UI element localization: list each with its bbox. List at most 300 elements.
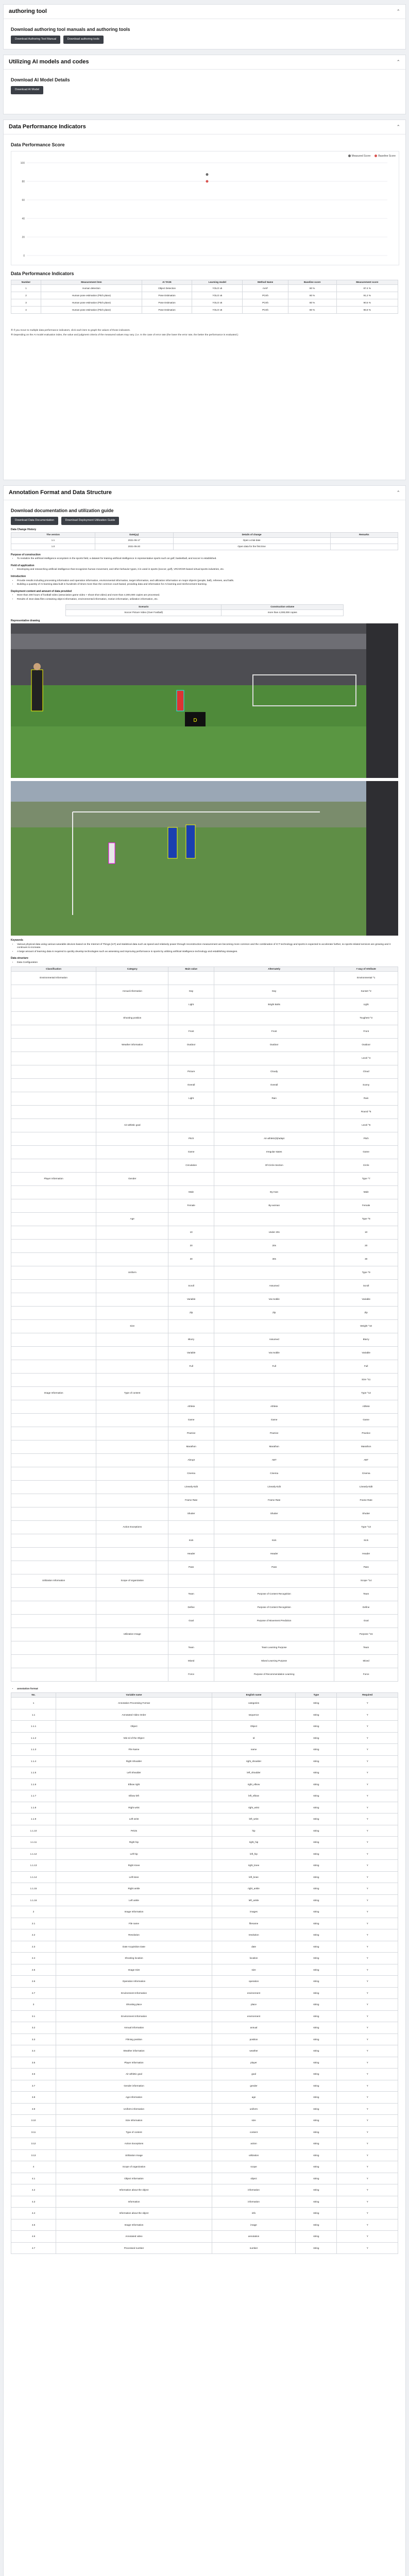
table-cell: PCKh bbox=[243, 292, 288, 299]
table-cell: 20s bbox=[214, 1239, 334, 1252]
table-cell: Y bbox=[337, 2196, 398, 2208]
table-cell: Variable bbox=[168, 1346, 214, 1360]
table-row bbox=[11, 2219, 398, 2231]
table-cell: Player Information bbox=[56, 2057, 212, 2069]
table-cell: string bbox=[296, 2231, 337, 2243]
table-cell: Y bbox=[337, 2103, 398, 2115]
table-cell: Uniform information bbox=[56, 2103, 212, 2115]
table-cell bbox=[11, 1226, 96, 1239]
table-cell bbox=[11, 1199, 96, 1212]
table-cell: Y bbox=[337, 1999, 398, 2011]
table-cell: Cinema bbox=[168, 1467, 214, 1480]
table-cell: scope bbox=[212, 2161, 295, 2173]
table-cell: 80 % bbox=[288, 285, 336, 292]
table-cell: string bbox=[296, 2080, 337, 2092]
table-cell: string bbox=[296, 1883, 337, 1895]
table-row bbox=[11, 1507, 398, 1520]
table-row bbox=[11, 1333, 398, 1346]
table-cell: Marathon bbox=[334, 1440, 398, 1453]
authoring-tool-header[interactable] bbox=[4, 5, 405, 19]
table-cell: Pose Estimation bbox=[142, 299, 192, 307]
table-cell: Abrupt bbox=[168, 1453, 214, 1467]
table-cell: Y bbox=[337, 1721, 398, 1733]
table-cell: information bbox=[212, 2196, 295, 2208]
table-cell bbox=[330, 537, 398, 544]
purpose-label: Purpose of construction bbox=[11, 553, 41, 556]
table-cell: 4.6 bbox=[11, 2231, 56, 2243]
table-cell: File name bbox=[56, 1918, 212, 1929]
table-cell: Day bbox=[214, 985, 334, 998]
table-cell: Shooting position bbox=[96, 1011, 168, 1025]
chevron-up-icon[interactable]: ⌃ bbox=[396, 59, 400, 65]
table-cell: Y bbox=[337, 2092, 398, 2104]
table-cell: Y bbox=[337, 1953, 398, 1964]
table-cell: 87.4 % bbox=[336, 285, 398, 292]
section-title: Annotation Format and Data Structure bbox=[9, 489, 112, 496]
table-cell: Day bbox=[168, 985, 214, 998]
table-row bbox=[11, 1953, 398, 1964]
table-cell: Weather information bbox=[56, 2045, 212, 2057]
table-cell: Weight ^10 bbox=[334, 1319, 398, 1333]
format-label: • annotation format bbox=[17, 1688, 398, 1691]
table-cell: 3.6 bbox=[11, 2069, 56, 2080]
table-row bbox=[11, 2173, 398, 2184]
chart-title: Data Performance Score bbox=[11, 142, 65, 147]
table-cell: Level ^4 bbox=[334, 1052, 398, 1065]
table-cell bbox=[214, 1118, 334, 1132]
performance-section bbox=[3, 120, 406, 480]
download-ai-model-button[interactable]: Download AI Model bbox=[11, 86, 43, 94]
table-row bbox=[11, 1767, 398, 1779]
table-cell: 3.4 bbox=[11, 2045, 56, 2057]
table-cell: Soccer Picture Video (Over Football) bbox=[66, 609, 221, 616]
table-cell bbox=[11, 1494, 96, 1507]
table-cell bbox=[96, 1145, 168, 1159]
table-cell bbox=[168, 1105, 214, 1118]
download-manual-button[interactable]: Download Authoring Tool Manual bbox=[11, 36, 60, 43]
table-cell: Kick bbox=[214, 1534, 334, 1547]
table-cell: 20 bbox=[334, 1239, 398, 1252]
table-cell: Picture bbox=[168, 1065, 214, 1078]
table-cell: 3.12 bbox=[11, 2138, 56, 2150]
table-cell: Frame Rate bbox=[334, 1494, 398, 1507]
table-row bbox=[11, 1480, 398, 1494]
table-cell: string bbox=[296, 1929, 337, 1941]
table-cell: Image Size bbox=[56, 1964, 212, 1976]
table-cell bbox=[11, 1360, 96, 1373]
table-row bbox=[11, 1837, 398, 1849]
table-cell bbox=[96, 1293, 168, 1306]
table-cell: Y bbox=[337, 2010, 398, 2022]
representative-image-1 bbox=[11, 623, 398, 778]
table-cell: Team bbox=[168, 1587, 214, 1601]
table-cell: Marathon bbox=[168, 1440, 214, 1453]
legend-measured[interactable] bbox=[348, 155, 371, 158]
table-cell: Type ^7 bbox=[334, 1172, 398, 1185]
table-cell: Object bbox=[56, 1721, 212, 1733]
table-cell: Y bbox=[337, 2242, 398, 2254]
table-cell: Type ^9 bbox=[334, 1266, 398, 1279]
table-cell bbox=[11, 1065, 96, 1078]
table-cell: number bbox=[212, 2242, 295, 2254]
table-cell: Size ^11 bbox=[334, 1373, 398, 1386]
table-cell: Scroll bbox=[334, 1279, 398, 1293]
table-cell bbox=[11, 1185, 96, 1199]
table-cell bbox=[11, 1427, 96, 1440]
table-cell: Y bbox=[337, 2173, 398, 2184]
table-cell: Force bbox=[168, 1668, 214, 1681]
table-cell: player bbox=[212, 2057, 295, 2069]
table-cell bbox=[330, 544, 398, 550]
table-cell: Define bbox=[168, 1601, 214, 1614]
table-cell: info bbox=[212, 2208, 295, 2219]
table-row bbox=[11, 1520, 398, 1534]
table-cell: place bbox=[212, 1999, 295, 2011]
table-cell: Y bbox=[337, 2045, 398, 2057]
table-cell: right_elbow bbox=[212, 1778, 295, 1790]
table-cell bbox=[96, 1092, 168, 1105]
table-cell bbox=[11, 998, 96, 1011]
table-cell: 30 bbox=[334, 1252, 398, 1266]
table-cell: 80 % bbox=[288, 292, 336, 299]
table-row bbox=[11, 1698, 398, 1709]
table-cell: Rain bbox=[214, 1092, 334, 1105]
table-cell: Left hip bbox=[56, 1848, 212, 1860]
table-cell: Y bbox=[337, 1941, 398, 1953]
table-row bbox=[11, 985, 398, 998]
table-cell bbox=[214, 1212, 334, 1226]
table-cell: goal bbox=[212, 2069, 295, 2080]
table-cell: Zip bbox=[334, 1306, 398, 1319]
table-cell: 3.7 bbox=[11, 2080, 56, 2092]
table-cell: Pitch bbox=[168, 1132, 214, 1145]
table-cell: 3 bbox=[11, 1999, 56, 2011]
table-cell bbox=[96, 1306, 168, 1319]
table-cell: Gender bbox=[96, 1172, 168, 1185]
table-cell: 1.1 bbox=[11, 537, 95, 544]
table-cell: information bbox=[212, 2184, 295, 2196]
table-cell bbox=[168, 1052, 214, 1065]
intro-label: Introduction bbox=[11, 574, 26, 578]
table-cell: 1.1 bbox=[11, 1709, 56, 1721]
table-cell bbox=[11, 1654, 96, 1668]
table-cell: Goal bbox=[168, 1614, 214, 1628]
table-cell: Y bbox=[337, 1790, 398, 1802]
table-cell: Athlete bbox=[168, 1400, 214, 1413]
table-cell: 4.5 bbox=[11, 2219, 56, 2231]
table-cell bbox=[168, 1266, 214, 1279]
table-cell: Team bbox=[334, 1587, 398, 1601]
table-cell bbox=[96, 1132, 168, 1145]
table-cell: Annual information bbox=[96, 985, 168, 998]
table-cell: string bbox=[296, 1721, 337, 1733]
table-cell: Age bbox=[96, 1212, 168, 1226]
table-cell: Type of content bbox=[56, 2126, 212, 2138]
table-cell bbox=[214, 1319, 334, 1333]
table-cell: 2.2 bbox=[11, 1929, 56, 1941]
legend-measured-label: Measured Score bbox=[351, 155, 371, 158]
table-cell: Y bbox=[337, 1767, 398, 1779]
table-cell: PCKh bbox=[243, 299, 288, 307]
table-cell: string bbox=[296, 1999, 337, 2011]
table-cell: Y bbox=[337, 1837, 398, 1849]
table-cell: Annotated Video Order bbox=[56, 1709, 212, 1721]
table-cell: Image Information bbox=[56, 2219, 212, 2231]
ai-model-header[interactable] bbox=[4, 55, 405, 70]
column-header: Number bbox=[11, 280, 41, 285]
table-cell: Force bbox=[334, 1668, 398, 1681]
table-cell: Zip bbox=[168, 1306, 214, 1319]
table-cell: 80 % bbox=[288, 299, 336, 307]
table-cell: string bbox=[296, 2196, 337, 2208]
performance-note-1: ※ If you move to multiple data performance indicators, click each item to graph the values of those indicators. bbox=[11, 329, 130, 332]
table-cell bbox=[11, 1145, 96, 1159]
table-cell bbox=[11, 1628, 96, 1641]
table-cell bbox=[11, 1252, 96, 1266]
table-cell: Purpose of Movement Prediction bbox=[214, 1614, 334, 1628]
table-cell bbox=[214, 1386, 334, 1400]
table-cell: 2.3 bbox=[11, 1941, 56, 1953]
table-row bbox=[11, 1744, 398, 1756]
table-cell: position bbox=[212, 2033, 295, 2045]
table-cell: 1.1.11 bbox=[11, 1837, 56, 1849]
table-cell bbox=[96, 1400, 168, 1413]
table-cell: right_ankle bbox=[212, 1883, 295, 1895]
table-cell bbox=[168, 1628, 214, 1641]
table-cell: Type of content bbox=[96, 1386, 168, 1400]
table-cell: Left Shoulder bbox=[56, 1767, 212, 1779]
chevron-up-icon[interactable]: ⌃ bbox=[396, 9, 400, 14]
column-header: Method Name bbox=[243, 280, 288, 285]
table-cell: string bbox=[296, 2033, 337, 2045]
table-cell: Y bbox=[337, 2115, 398, 2127]
download-documentation-button[interactable]: Download Data Documentation bbox=[11, 517, 58, 524]
table-cell bbox=[168, 1011, 214, 1025]
column-header: AI TASK bbox=[142, 280, 192, 285]
table-cell: Toughest ^3 bbox=[334, 1011, 398, 1025]
table-cell: Y bbox=[337, 1744, 398, 1756]
table-cell: Under 20s bbox=[214, 1226, 334, 1239]
table-cell bbox=[11, 1212, 96, 1226]
table-row bbox=[11, 1092, 398, 1105]
table-cell: By-woman bbox=[214, 1199, 334, 1212]
table-cell: string bbox=[296, 1964, 337, 1976]
performance-chart bbox=[11, 151, 399, 265]
intro-item: • Provide results including processing information and operation information, environmental information, target information, and utilization information on major objects (people, ball), referees, and balls. bbox=[17, 580, 398, 583]
table-cell: 1.1.3 bbox=[11, 1744, 56, 1756]
intro-item: • Building a quantity of AI learning data built in hundreds of times more than the common court-based, providing data and information for AI learning and reinforcement learning. bbox=[17, 583, 398, 586]
table-cell: Male bbox=[334, 1185, 398, 1199]
table-cell: 4.4 bbox=[11, 2208, 56, 2219]
table-cell bbox=[11, 985, 96, 998]
table-cell: Sunny bbox=[334, 1078, 398, 1092]
table-cell bbox=[96, 1668, 168, 1681]
table-cell: string bbox=[296, 1778, 337, 1790]
table-cell: 4 bbox=[11, 2161, 56, 2173]
chevron-up-icon[interactable]: ⌃ bbox=[396, 490, 400, 496]
table-cell: string bbox=[296, 1871, 337, 1883]
table-cell: Round ^5 bbox=[334, 1105, 398, 1118]
table-cell: content bbox=[212, 2126, 295, 2138]
table-cell: Linearly-Edit bbox=[168, 1480, 214, 1494]
table-cell bbox=[168, 971, 214, 985]
table-cell: Header bbox=[334, 1547, 398, 1561]
table-cell: Right ankle bbox=[56, 1883, 212, 1895]
table-cell: Uniform bbox=[96, 1266, 168, 1279]
table-cell: 1.1.8 bbox=[11, 1802, 56, 1814]
table-row bbox=[11, 2080, 398, 2092]
y-tick-label: 80 bbox=[22, 180, 25, 184]
table-cell: string bbox=[296, 2173, 337, 2184]
table-cell: Circle bbox=[334, 1159, 398, 1172]
table-cell: Human pose estimation (Pitch plane) bbox=[41, 299, 142, 307]
table-row bbox=[11, 1105, 398, 1118]
keyword-item: • A large amount of learning data is required to quickly develop technologies such as assessing and improving performance in sports by utilizing artificial intelligence technology and establishing strategies. bbox=[17, 951, 398, 954]
table-row bbox=[11, 1641, 398, 1654]
table-cell: Operation Information bbox=[56, 1976, 212, 1988]
table-cell: 2021-06-17 bbox=[95, 537, 173, 544]
table-cell bbox=[11, 1614, 96, 1628]
table-cell: Y bbox=[337, 1883, 398, 1895]
table-cell: Practice bbox=[214, 1427, 334, 1440]
table-cell bbox=[11, 1052, 96, 1065]
table-row bbox=[11, 1614, 398, 1628]
table-cell: Zip bbox=[214, 1306, 334, 1319]
table-cell: Elbow right bbox=[56, 1778, 212, 1790]
table-row bbox=[11, 1346, 398, 1360]
section-title: Utilizing AI models and codes bbox=[9, 59, 89, 65]
table-cell: Y bbox=[337, 1802, 398, 1814]
table-cell: Shutter bbox=[214, 1507, 334, 1520]
table-cell: Y bbox=[337, 1814, 398, 1825]
data-point-measured-score[interactable] bbox=[206, 173, 209, 176]
table-row bbox=[11, 2184, 398, 2196]
soccer-scene-illustration-1 bbox=[11, 623, 398, 778]
table-cell: Variable bbox=[168, 1293, 214, 1306]
table-cell: 80 % bbox=[288, 307, 336, 314]
table-row bbox=[66, 609, 344, 616]
table-cell bbox=[11, 1601, 96, 1614]
table-row bbox=[11, 292, 398, 299]
table-cell: 4.2 bbox=[11, 2184, 56, 2196]
table-cell: Pitch bbox=[334, 1132, 398, 1145]
table-cell: 1.1.14 bbox=[11, 1871, 56, 1883]
table-cell: hip bbox=[212, 1825, 295, 1837]
table-cell: 4 bbox=[11, 307, 41, 314]
table-cell: Air-athletic(ti)/adapt bbox=[214, 1132, 334, 1145]
table-cell bbox=[96, 1078, 168, 1092]
table-cell: Elbow left bbox=[56, 1790, 212, 1802]
table-cell bbox=[214, 1373, 334, 1386]
table-cell: Shooting location bbox=[56, 1953, 212, 1964]
table-cell bbox=[11, 1534, 96, 1547]
table-cell: 10 bbox=[168, 1226, 214, 1239]
table-row bbox=[11, 1732, 398, 1744]
table-cell: resolution bbox=[212, 1929, 295, 1941]
data-point-baseline-score[interactable] bbox=[206, 180, 209, 183]
table-cell: string bbox=[296, 1837, 337, 1849]
table-cell: categories bbox=[212, 1698, 295, 1709]
table-cell bbox=[96, 1641, 168, 1654]
table-cell: weather bbox=[212, 2045, 295, 2057]
table-cell: Age information bbox=[56, 2092, 212, 2104]
table-cell: YOLO v5 bbox=[192, 299, 243, 307]
table-title: Data Performance Indicators bbox=[11, 271, 74, 277]
table-row bbox=[11, 1266, 398, 1279]
table-cell: Environmental ^1 bbox=[334, 971, 398, 985]
table-cell: Player Information bbox=[11, 1172, 96, 1185]
table-cell bbox=[11, 1641, 96, 1654]
table-cell: Variable bbox=[334, 1293, 398, 1306]
table-cell: Id bbox=[212, 1732, 295, 1744]
table-row bbox=[11, 1574, 398, 1587]
table-row bbox=[11, 1386, 398, 1400]
table-cell: Cloud bbox=[334, 1065, 398, 1078]
table-row bbox=[11, 2045, 398, 2057]
table-cell: Mixed Learning Purpose bbox=[214, 1654, 334, 1668]
table-row bbox=[11, 1561, 398, 1574]
table-cell: age bbox=[212, 2092, 295, 2104]
annotation-header[interactable] bbox=[4, 486, 405, 500]
performance-header[interactable] bbox=[4, 120, 405, 134]
table-row bbox=[11, 1011, 398, 1025]
table-cell: Front bbox=[334, 1025, 398, 1038]
table-cell: right_wrist bbox=[212, 1802, 295, 1814]
table-cell: 2.6 bbox=[11, 1976, 56, 1988]
table-cell bbox=[96, 1346, 168, 1360]
table-row bbox=[11, 1373, 398, 1386]
table-cell: Size bbox=[96, 1319, 168, 1333]
table-cell: Y bbox=[337, 1918, 398, 1929]
authoring-tool-section bbox=[3, 4, 406, 49]
table-cell: Weather information bbox=[96, 1038, 168, 1052]
volume-item: • More than 200 hours of football video (association game video + shoot shot video) and more than 4,000,000 copies are processed. bbox=[17, 594, 398, 597]
table-cell: Purpose of Recommendation Learning bbox=[214, 1668, 334, 1681]
table-cell: 1 bbox=[11, 1698, 56, 1709]
table-row bbox=[11, 2242, 398, 2254]
column-header: Scenario bbox=[66, 605, 221, 609]
column-header: Variable name bbox=[56, 1693, 212, 1698]
table-row bbox=[11, 1825, 398, 1837]
table-cell: 3.11 bbox=[11, 2126, 56, 2138]
table-cell: Y bbox=[337, 2126, 398, 2138]
table-cell: YOLO v5 bbox=[192, 292, 243, 299]
column-header: Remarks bbox=[330, 533, 398, 537]
table-cell: string bbox=[296, 1860, 337, 1872]
table-cell: string bbox=[296, 2057, 337, 2069]
chevron-up-icon[interactable]: ⌃ bbox=[396, 124, 400, 130]
legend-baseline[interactable] bbox=[374, 155, 396, 158]
y-tick-label: 40 bbox=[22, 217, 25, 221]
table-cell: Y bbox=[337, 1732, 398, 1744]
table-cell: 3.1 bbox=[11, 2010, 56, 2022]
download-tool-button[interactable]: Download authoring tools bbox=[63, 36, 104, 43]
table-cell: Right wrist bbox=[56, 1802, 212, 1814]
download-guide-button[interactable]: Download Deployment Utilization Guide bbox=[61, 517, 120, 524]
table-row bbox=[11, 1871, 398, 1883]
table-cell bbox=[168, 1373, 214, 1386]
table-row bbox=[11, 2057, 398, 2069]
table-cell bbox=[11, 1118, 96, 1132]
table-cell: 3 bbox=[11, 299, 41, 307]
table-cell: File Name bbox=[56, 1744, 212, 1756]
table-cell: Y bbox=[337, 1778, 398, 1790]
table-cell: size bbox=[212, 1964, 295, 1976]
table-cell: right_knee bbox=[212, 1860, 295, 1872]
table-cell: Y bbox=[337, 1906, 398, 1918]
purpose-text: • To revitalize the artificial intelligence ecosystem in the sports field, a dataset for training artificial intelligence in representative sports such as golf, basketball, and soccer is established. bbox=[17, 557, 398, 561]
table-cell: string bbox=[296, 2115, 337, 2127]
